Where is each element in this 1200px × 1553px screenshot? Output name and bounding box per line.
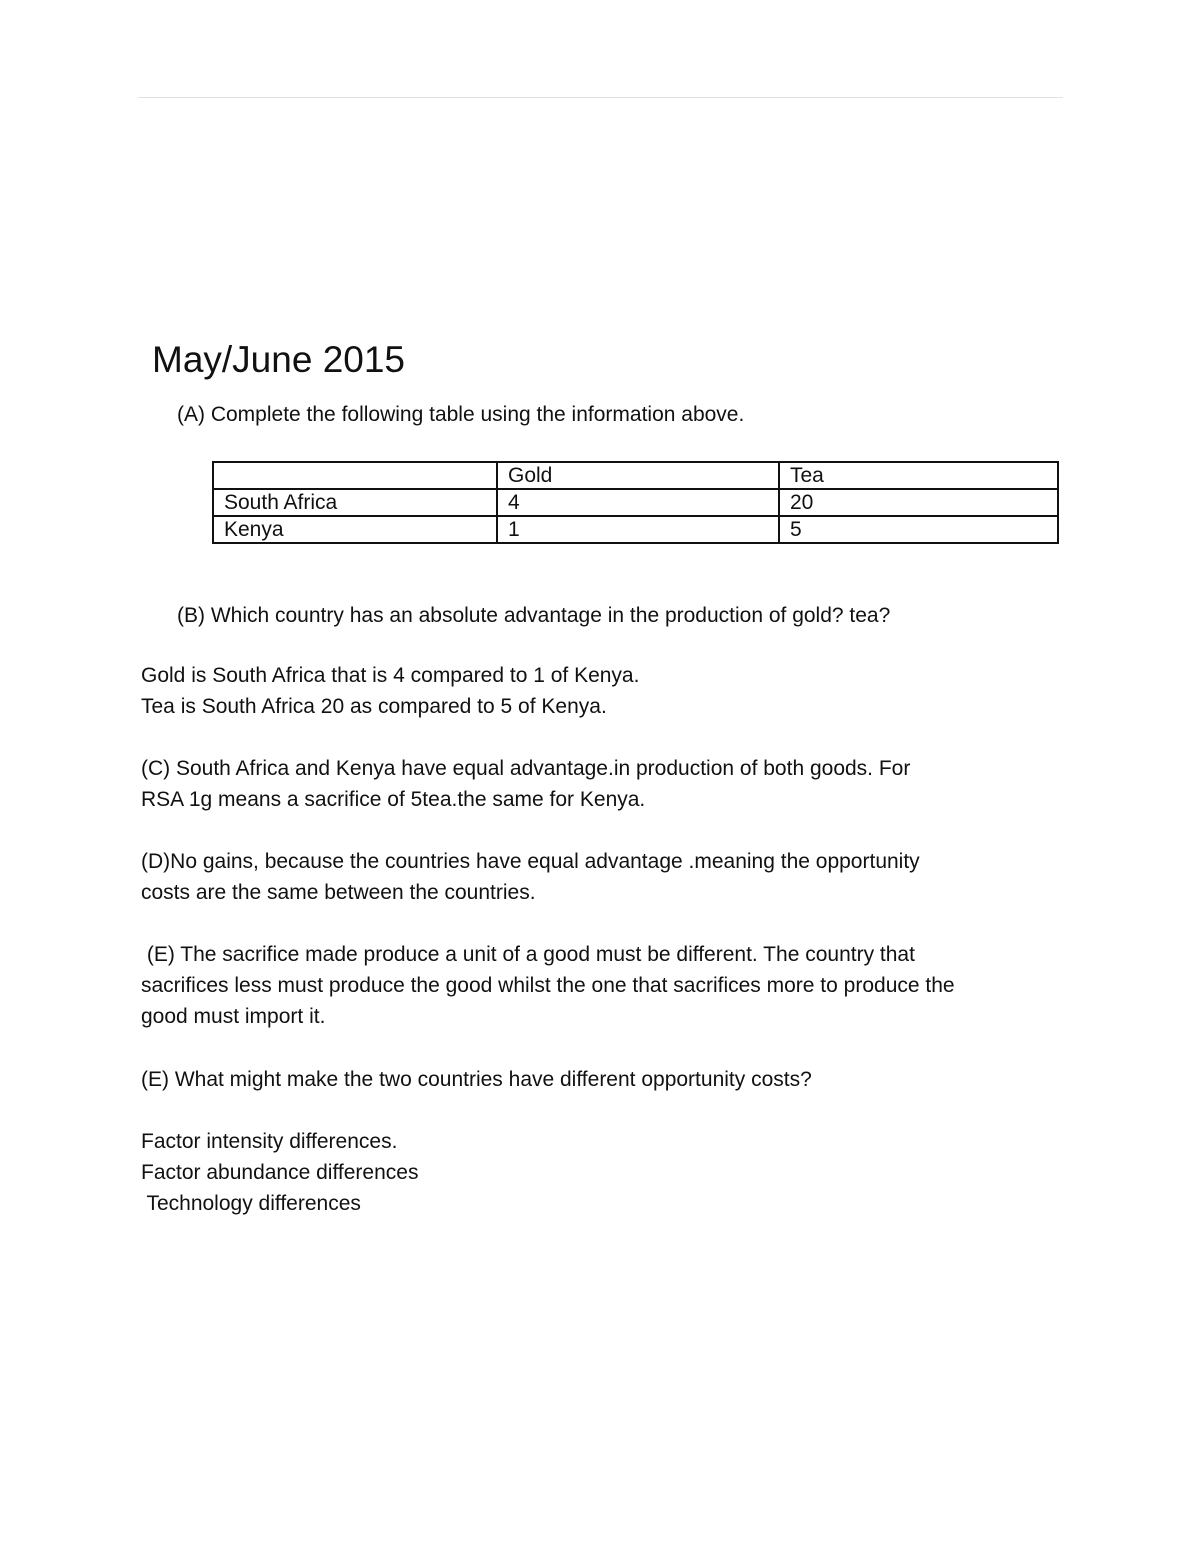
table-cell: 5: [779, 516, 1058, 543]
answer-line: Gold is South Africa that is 4 compared to 1 of Kenya.: [141, 664, 640, 687]
factors-list: [141, 1126, 1081, 1219]
production-table: [212, 461, 1059, 544]
answer-b: [141, 660, 1081, 722]
factor-item: Factor intensity differences.: [141, 1130, 398, 1153]
factor-item: Factor abundance differences: [141, 1161, 419, 1184]
answer-line: sacrifices less must produce the good whilst the one that sacrifices more to produce the: [141, 974, 955, 997]
answer-line: (D)No gains, because the countries have equal advantage .meaning the opportunity: [141, 850, 920, 873]
table-row: [213, 489, 1058, 516]
table-header-cell: Tea: [779, 462, 1058, 489]
answer-line: (E) The sacrifice made produce a unit of a good must be different. The country that: [141, 943, 915, 966]
top-divider: [138, 97, 1063, 98]
table-cell: 20: [779, 489, 1058, 516]
answer-d: [141, 846, 1081, 908]
table-header-cell: Gold: [497, 462, 779, 489]
table-header-row: [213, 462, 1058, 489]
answer-line: costs are the same between the countries.: [141, 881, 536, 904]
answer-line: RSA 1g means a sacrifice of 5tea.the same for Kenya.: [141, 788, 646, 811]
question-b: (B) Which country has an absolute advantage in the production of gold? tea?: [177, 604, 891, 627]
page-title: May/June 2015: [152, 339, 406, 380]
answer-e: [141, 939, 1081, 1032]
table-row: [213, 516, 1058, 543]
table-cell: South Africa: [213, 489, 497, 516]
table-header-cell: [213, 462, 497, 489]
answer-line: good must import it.: [141, 1005, 326, 1028]
answer-line: (E) What might make the two countries have different opportunity costs?: [141, 1068, 812, 1091]
table-cell: Kenya: [213, 516, 497, 543]
table-cell: 4: [497, 489, 779, 516]
answer-c: [141, 753, 1081, 815]
answer-line: (C) South Africa and Kenya have equal advantage.in production of both goods. For: [141, 757, 911, 780]
question-a: (A) Complete the following table using the information above.: [177, 403, 745, 426]
answer-line: Tea is South Africa 20 as compared to 5 of Kenya.: [141, 695, 607, 718]
question-e-opportunity-costs: [141, 1064, 1081, 1095]
table-cell: 1: [497, 516, 779, 543]
factor-item: Technology differences: [141, 1192, 361, 1215]
